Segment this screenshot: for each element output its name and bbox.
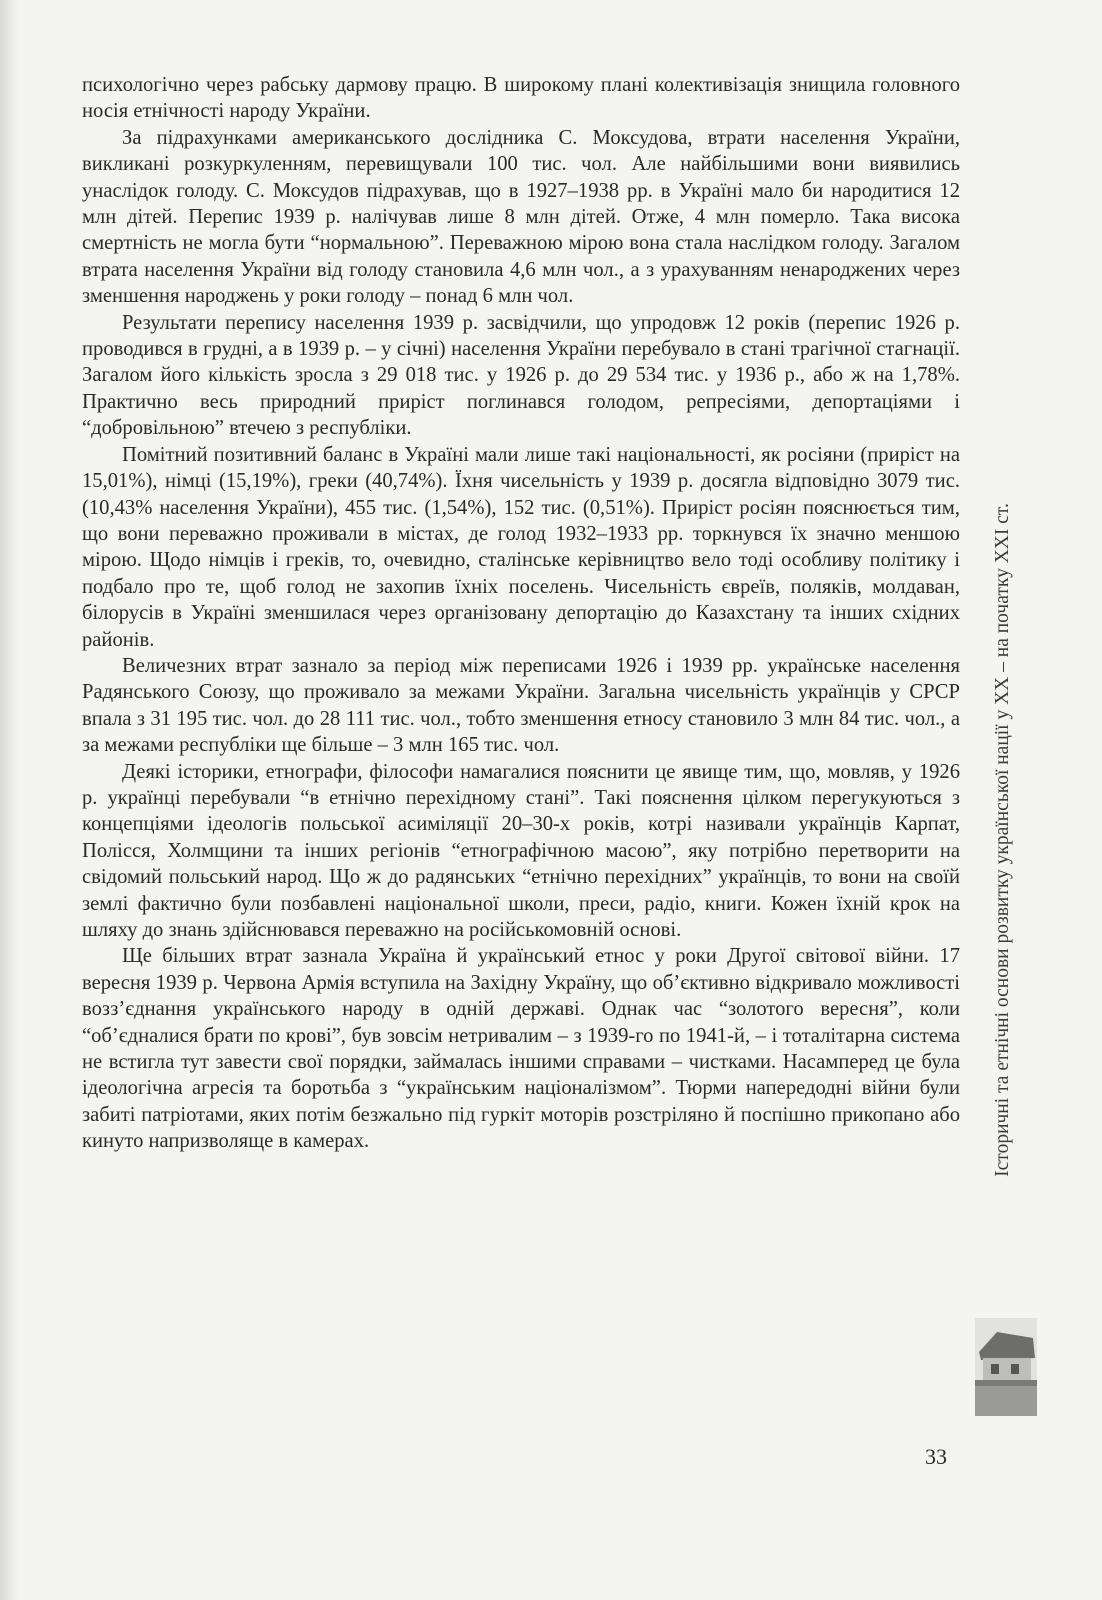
running-title [975,380,1030,1300]
paragraph-5: Величезних втрат зазнало за період між переписами 1926 і 1939 рр. українське населення Радянського Союзу, що проживало за межами України. Загальна чисельність українців у СРСР впала з 31 195 тис. чол. до 28 111 тис. чол., тобто зменшення етносу становило 3 млн 84 тис. чол., а за межами республіки ще більше – 3 млн 165 тис. чол. [82,654,960,757]
house-emblem-image [975,1318,1037,1416]
paragraph-6: Деякі історики, етнографи, філософи намагалися пояснити це явище тим, що, мовляв, у 1926 р. українці перебували “в етнічно перехідному стані”. Такі пояснення цілком перегукуються з концепціями ідеологів польської асиміляції 20–30-х років, котрі називали українців Карпат, Полісся, Холмщини та інших регіонів “етнографічною масою”, яку потрібно перетворити на свідомий польський народ. Що ж до радянських “етнічно перехідних” українців, то вони на своїй землі фактично були позбавлені національної школи, преси, радіо, книги. Кожен їхній крок на шляху до знань здійснювався переважно на російськомовній основі. [82,760,960,941]
paragraph-4: Помітний позитивний баланс в Україні мали лише такі національності, як росіяни (приріст на 15,01%), німці (15,19%), греки (40,74%). Їхня чисельність у 1939 р. досягла відповідно 3079 тис. (10,43% населення України), 455 тис. (1,54%), 152 тис. (0,51%). Приріст росіян пояснюється тим, що вони переважно проживали в містах, де голод 1932–1933 рр. торкнувся їх значно меншою мірою. Щодо німців і греків, то, очевидно, сталінське керівництво вело тоді особливу політику і подбало про те, щоб голод не захопив їхніх поселень. Чисельність євреїв, поляків, молдаван, білорусів в Україні зменшилася через організовану депортацію до Казахстану та інших східних районів. [82,443,960,651]
paragraph-1: психологічно через рабську дармову працю. В широкому плані колективізація знищила головного носія етнічності народу України. [82,74,960,123]
body-text [82,72,960,1155]
paragraph-3: Результати перепису населення 1939 р. засвідчили, що упродовж 12 років (перепис 1926 р. проводився в грудні, а в 1939 р. – у січні) населення України перебувало в стані трагічної стагнації. Загалом його кількість зросла з 29 018 тис. у 1926 р. до 29 534 тис. у 1936 р., або ж на 1,78%. Практично весь природний приріст поглинався голодом, репресіями, депортаціями і “добровільною” втечею з республіки. [82,311,960,440]
paragraph-2: За підрахунками американського дослідника С. Моксудова, втрати населення України, викликані розкуркуленням, перевищували 100 тис. чол. Але найбільшими вони виявились унаслідок голоду. С. Моксудов підрахував, що в 1927–1938 рр. в Україні мало би народитися 12 млн дітей. Перепис 1939 р. налічував лише 8 млн дітей. Отже, 4 млн померло. Така висока смертність не могла бути “нормальною”. Переважною мірою вона стала наслідком голоду. Загалом втрата населення України від голоду становила 4,6 млн чол., а з урахуванням ненароджених через зменшення народжень у роки голоду – понад 6 млн чол. [82,126,960,308]
paragraph-7: Ще більших втрат зазнала Україна й український етнос у роки Другої світової війни. 17 вересня 1939 р. Червона Армія вступила на Західну Україну, що об’єктивно відкривало можливості возз’єднання українського народу в одній державі. Однак час “золотого вересня”, коли “об’єдналися брати по крові”, був зовсім нетривалим – з 1939-го по 1941-й, – і тоталітарна система не встигла тут завести свої порядки, займалась іншими справами – чистками. Насамперед це була ідеологічна агресія та боротьба з “українським націоналізмом”. Тюрми напередодні війни були забиті патріотами, яких потім безжально під гуркіт моторів розстріляно й поспішно прикопано або кинуто напризволяще в камерах. [82,945,960,1153]
page-edge-shadow [0,0,18,1600]
running-title-text: Історичні та етнічні основи розвитку української нації у XX – на початку XXI ст. [991,503,1013,1177]
page-number: 33 [925,1444,947,1469]
